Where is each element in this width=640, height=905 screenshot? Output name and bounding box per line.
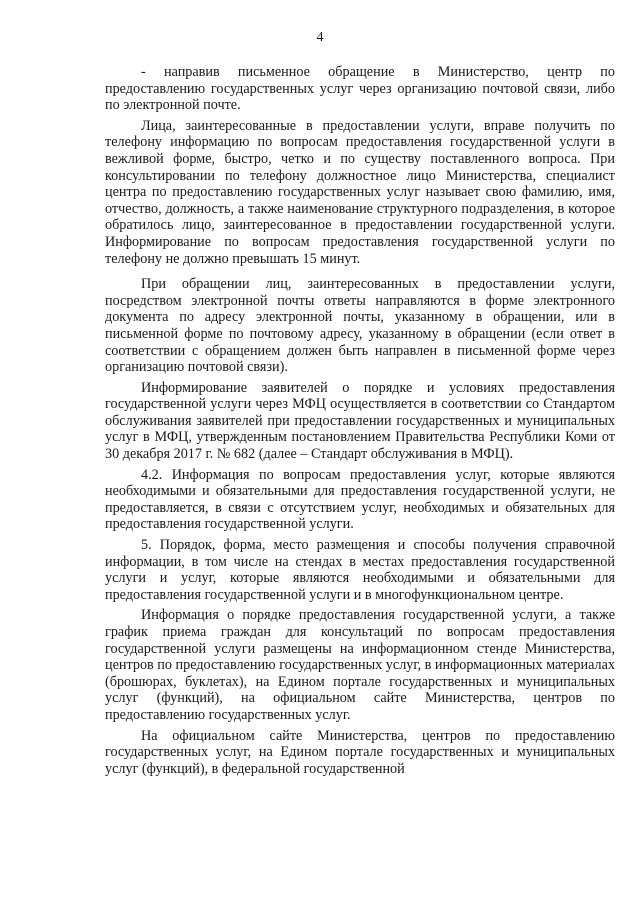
document-body <box>105 64 615 777</box>
paragraph-send-request: - направив письменное обращение в Министерство, центр по предоставлению государственных услуг через организацию почтовой связи, либо по электронной почте. <box>105 64 615 114</box>
paragraph-stand-info: Информация о порядке предоставления государственной услуги, а также график приема граждан для консультаций по вопросам предоставления государственной услуги размещены на информационном стенде Министерства, центров по предоставлению государственных услуг, в информационных материалах (брошюрах, буклетах), на Едином портале государственных и муниципальных услуг (функций), на официальном сайте Министерства, центров по предоставлению государственных услуг. <box>105 607 615 723</box>
paragraph-mfc-info: Информирование заявителей о порядке и условиях предоставления государственной услуги через МФЦ осуществляется в соответствии со Стандартом обслуживания заявителей при предоставлении государственных и муниципальных услуг в МФЦ, утвержденным постановлением Правительства Республики Коми от 30 декабря 2017 г. № 682 (далее – Стандарт обслуживания в МФЦ). <box>105 379 615 463</box>
paragraph-section-5: 5. Порядок, форма, место размещения и способы получения справочной информации, в том числе на стендах в местах предоставления государственной услуги и услуг, которые являются необходимыми и обязательными для предоставления государственной услуги и в многофункциональном центре. <box>105 537 615 603</box>
page-number: 4 <box>316 30 324 45</box>
paragraph-official-site: На официальном сайте Министерства, центров по предоставлению государственных услуг, на Едином портале государственных и муниципальных услуг (функций), в федеральной государственной <box>105 727 615 777</box>
paragraph-phone-info: Лица, заинтересованные в предоставлении услуги, вправе получить по телефону информацию по вопросам предоставления государственной услуги в вежливой форме, быстро, четко и по существу поставленного вопроса. При консультировании по телефону должностное лицо Министерства, специалист центра по предоставлению государственных услуг называет свою фамилию, имя, отчество, должность, а также наименование структурного подразделения, в которое обратилось лицо, заинтересованное в предоставлении государственной услуги. Информирование по вопросам предоставления государственной услуги по телефону не должно превышать 15 минут. <box>105 117 615 267</box>
paragraph-email-info: При обращении лиц, заинтересованных в предоставлении услуги, посредством электронной почты ответы направляются в форме электронного документа по адресу электронной почты, указанному в обращении, или в письменной форме по почтовому адресу, указанному в обращении (если ответ в соответствии с обращением должен быть направлен в письменной форме через организацию почтовой связи). <box>105 276 615 376</box>
paragraph-section-4-2: 4.2. Информация по вопросам предоставления услуг, которые являются необходимыми и обязательными для предоставления государственной услуги, не предоставляется, в связи с отсутствием услуг, необходимых и обязательных для предоставления государственной услуги. <box>105 466 615 533</box>
